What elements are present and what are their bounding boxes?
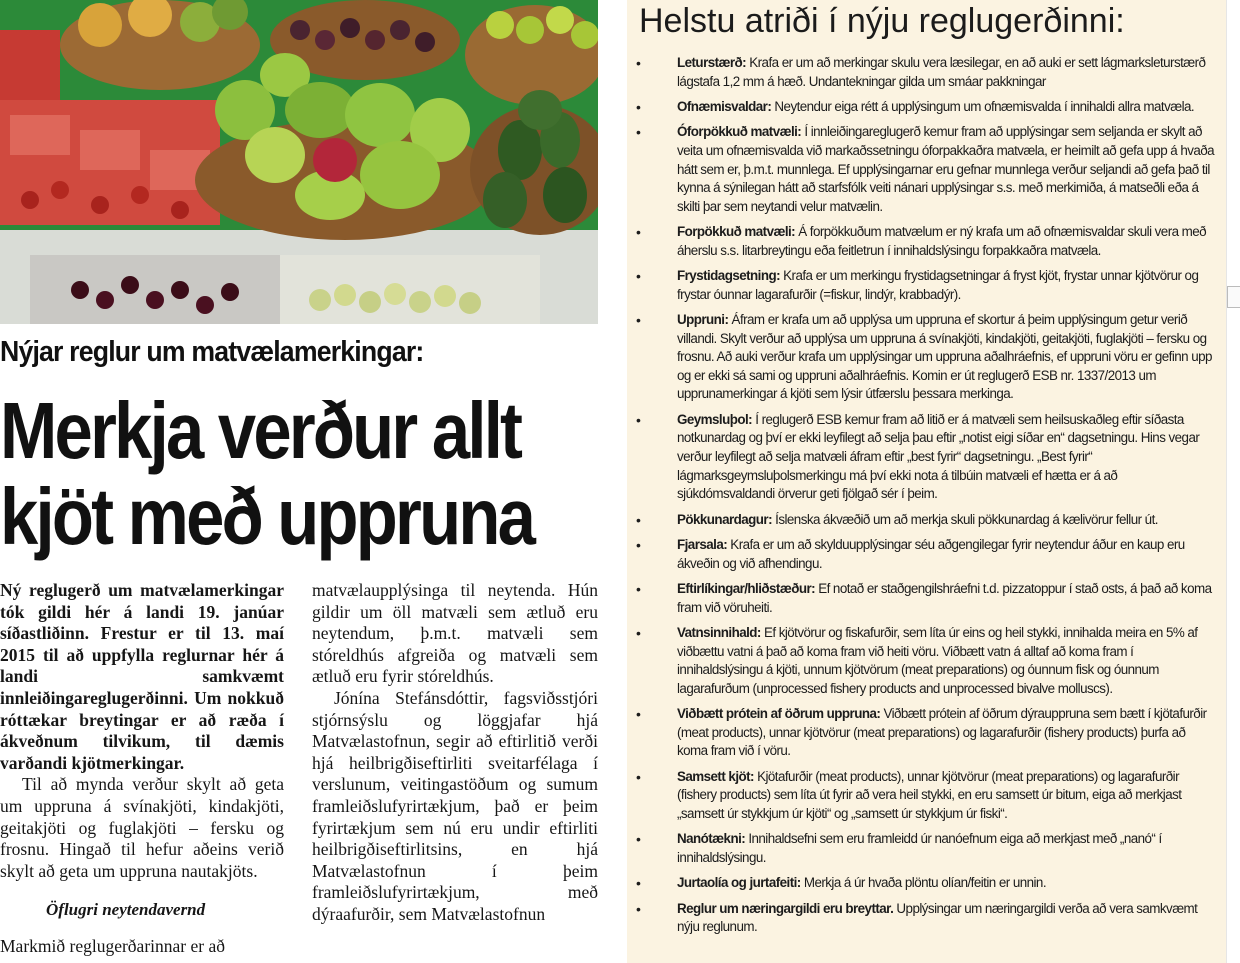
key-point-term: Ofnæmisvaldar: (677, 98, 772, 114)
key-point-term: Viðbætt prótein af öðrum uppruna: (677, 706, 881, 722)
bullet-icon: • (636, 98, 641, 115)
key-point-term: Reglur um næringargildi eru breyttar. (677, 900, 894, 916)
article-paragraph: Markmið reglugerðarinnar er að (0, 936, 225, 957)
article-column-2 (312, 580, 598, 926)
key-point-text: Viðbætt prótein af öðrum dýrauppruna sem bætt í kjötafurðir (meat products), unnar kjötvörur (meat preparations) og lagarafurðir (fishery products) þurfa að koma fram við í vöru. (677, 706, 1207, 759)
key-point-item (627, 54, 1217, 91)
key-point-item (627, 830, 1217, 867)
key-point-item (627, 900, 1217, 937)
key-point-text: Ef notað er staðgengilshráefni t.d. pizzatoppur í stað osts, á það að koma fram við vöruheiti. (677, 581, 1212, 615)
key-point-item (627, 580, 1217, 617)
article-subheading: Öflugri neytendavernd (46, 900, 206, 920)
produce-photo (0, 0, 598, 324)
key-point-item (627, 624, 1217, 698)
key-point-text: Kjötafurðir (meat products), unnar kjötvörur (meat preparations) og lagarafurðir (fishery products) sem líta út fyrir að vera heil stykki, en eru samsett úr bitum, eiga að merkjast „samsett úr stykkjum úr kjöti“ og „samsett úr stykkjum úr fiski“. (677, 768, 1182, 821)
bullet-icon: • (636, 124, 641, 141)
bullet-icon: • (636, 706, 641, 723)
key-point-text: Innihaldsefni sem eru framleidd úr nanóefnum eiga að merkjast með „nanó“ í innihaldslýsingu. (677, 831, 1162, 865)
page-bookmark-icon[interactable] (1227, 286, 1240, 308)
key-point-text: Á forpökkuðum matvælum er ný krafa um að ofnæmisvaldar skuli vera með áherslu s.s. litarbreytingu eða feitletrun í innihaldslýsingu forpakkaðra matvæla. (677, 224, 1207, 258)
key-point-term: Fjarsala: (677, 537, 728, 553)
page-edge (1226, 0, 1240, 963)
bullet-icon: • (636, 55, 641, 71)
article-kicker: Nýjar reglur um matvælamerkingar: (0, 336, 424, 368)
key-point-text: Merkja á úr hvaða plöntu olían/feitin er unnin. (800, 875, 1047, 891)
article-paragraph: Jónína Stefánsdóttir, fagsviðsstjóri stjórnsýslu og löggjafar hjá Matvælastofnun, segir að eftirlitið verði hjá heilbrigðiseftirliti sveitarfélaga í verslunum, veitingastöðum og sumum framleiðslufyrirtækjum, það er þeim fyrirtækjum sem nú eru undir eftirliti heilbrigðiseftirlitsins, en hjá Matvælastofnun í þeim framleiðslufyrirtækjum, með dýraafurðir, sem Matvælastofnun (312, 687, 598, 924)
bullet-icon: • (636, 312, 641, 329)
key-point-item (627, 123, 1217, 216)
bullet-icon: • (636, 625, 641, 641)
key-point-item (627, 411, 1217, 504)
key-point-term: Leturstærð: (677, 55, 747, 70)
article-paragraph: Til að mynda verður skylt að geta um uppruna á svínakjöti, kindakjöti, geitakjöti og fuglakjöti – fersku og frosnu. Hingað til hefur aðeins verið skylt að geta um uppruna nautakjöts. (0, 774, 284, 881)
bullet-icon: • (636, 224, 641, 241)
bullet-icon: • (636, 511, 641, 528)
bullet-icon: • (636, 875, 641, 892)
article-headline (0, 388, 550, 560)
produce-illustration (0, 0, 598, 324)
article-column-1 (0, 580, 284, 958)
bullet-icon: • (636, 768, 641, 785)
key-point-item (627, 536, 1217, 573)
key-point-item (627, 874, 1217, 893)
bullet-icon: • (636, 411, 641, 428)
bullet-icon: • (636, 537, 641, 554)
key-point-item (627, 267, 1217, 304)
headline-line: kjöt með uppruna (0, 472, 534, 561)
article-lead: Ný reglugerð um matvælamerkingar tók gildi hér á landi 19. janúar síðastliðinn. Frestur er til 13. maí 2015 til að uppfylla reglurnar hér á landi samkvæmt innleiðingareglugerðinni. Um nokkuð róttækar breytingar er að ræða í ákveðnum tilvikum, til dæmis varðandi kjötmerkingar. (0, 580, 284, 773)
key-point-term: Nanótækni: (677, 831, 746, 847)
key-point-text: Í innleiðingareglugerð kemur fram að upplýsingar sem seljanda er skylt að veita um ofnæmisvalda við markaðssetningu óforpakkaðra matvæla, er heimilt að gefa upp á hvaða hátt sem er, þ.m.t. munnlega. Ef upplýsingarnar eru gefnar munnlega verður seljandi að gefa það til kynna á sýnilegan hátt að starfsfólk veiti nánari upplýsingar s.s. með merkimiða, á matseðli eða á skilti þar sem neytandi velur matvælin. (677, 124, 1215, 214)
key-point-text: Krafa er um merkingu frystidagsetningar á fryst kjöt, frystar unnar kjötvörur og frystar óunnar lagarafurðir (=fiskur, lindýr, krabbadýr). (677, 268, 1199, 302)
article-paragraph: matvælaupplýsinga til neytenda. Hún gildir um öll matvæli sem ætluð eru neytendum, þ.m.t. matvæli sem stóreldhús afgreiða og matvæli sem ætluð eru fyrir stóreldhús. (312, 580, 598, 687)
bullet-icon: • (636, 900, 641, 917)
key-point-item (627, 98, 1217, 117)
key-point-text: Íslenska ákvæðið um að merkja skuli pökkunardag á kælivörur fellur út. (771, 511, 1158, 527)
key-point-text: Upplýsingar um næringargildi verða að vera samkvæmt nýju reglunum. (677, 900, 1198, 935)
key-point-term: Frystidagsetning: (677, 268, 780, 284)
key-point-term: Eftirlíkingar/hliðstæður: (677, 581, 816, 597)
key-point-term: Jurtaolía og jurtafeiti: (677, 875, 801, 891)
bullet-icon: • (636, 268, 641, 285)
key-point-text: Áfram er krafa um að upplýsa um uppruna ef skortur á þeim upplýsingum getur verið villandi. Skylt verður að upplýsa um uppruna á svínakjöti, kindakjöti, geitakjöti, fuglakjöti – fersku og frosnu. Að auki verður krafa um upplýsingar um uppruna aðalhráefnis, ef uppruni vöru er gefinn upp og er ekki sá sami og uppruni aðalhráefnis. Komin er út reglugerð ESB nr. 1337/2013 um upprunamerkingar á kjöti sem lýsir útfærslu þessara merkinga. (677, 312, 1212, 402)
key-point-item (627, 768, 1217, 824)
key-point-text: Krafa er um að skylduupplýsingar séu aðgengilegar fyrir neytendur áður en kaup eru ákveðin og við afhendingu. (677, 537, 1185, 571)
key-point-term: Forpökkuð matvæli: (677, 224, 796, 240)
cherry-and-grape-bags (30, 255, 540, 324)
box-title: Helstu atriði í nýju reglugerðinni: (639, 2, 1125, 40)
key-point-item (627, 511, 1217, 530)
key-point-term: Samsett kjöt: (677, 768, 754, 784)
key-point-term: Óforpökkuð matvæli: (677, 124, 802, 140)
key-point-term: Vatnsinnihald: (677, 625, 761, 640)
key-point-term: Uppruni: (677, 312, 729, 328)
key-point-text: Krafa er um að merkingar skulu vera læsilegar, en að auki er sett lágmarksleturstærð lágstafa 1,2 mm á hæð. Undantekningar gilda um smáar pakkningar (677, 55, 1206, 89)
key-point-item (627, 311, 1217, 404)
key-point-term: Pökkunardagur: (677, 511, 772, 527)
bullet-icon: • (636, 581, 641, 598)
headline-line: Merkja verður allt (0, 386, 521, 475)
key-points-list (627, 54, 1226, 944)
key-points-box (627, 0, 1226, 963)
key-point-item (627, 705, 1217, 761)
key-point-text: Ef kjötvörur og fiskafurðir, sem líta úr eins og heil stykki, innihalda meira en 5% af viðbættu vatni á það að koma fram við heiti vöru. Viðbætt vatn á alltaf að koma fram í innihaldslýsingu á kjöti, unnum kjötvörum (meat preparations) og óunnum fisk og óunnum lagarafurðum (unprocessed fishery products and unprocessed bivalve molluscs). (677, 625, 1198, 696)
bullet-icon: • (636, 831, 641, 848)
key-point-text: Neytendur eiga rétt á upplýsingum um ofnæmisvalda í innihaldi allra matvæla. (771, 98, 1195, 114)
key-point-text: Í reglugerð ESB kemur fram að litið er á matvæli sem heilsuskaðleg eftir síðasta notkunardag og því er ekki leyfilegt að selja þau eftir „notist eigi síðar en“ dagsetningu. Hins vegar verður leyfilegt að selja matvæli áfram eftir „best fyrir“ dagsetningu. „Best fyrir“ lágmarksgeymsluþolsmerkingu má því ekki nota á tilbúin matvæli ef hætta er á að sjúkdómsvaldandi örverur geti fjölgað sér í þeim. (677, 411, 1200, 502)
key-point-term: Geymsluþol: (677, 411, 753, 427)
key-point-item (627, 223, 1217, 260)
